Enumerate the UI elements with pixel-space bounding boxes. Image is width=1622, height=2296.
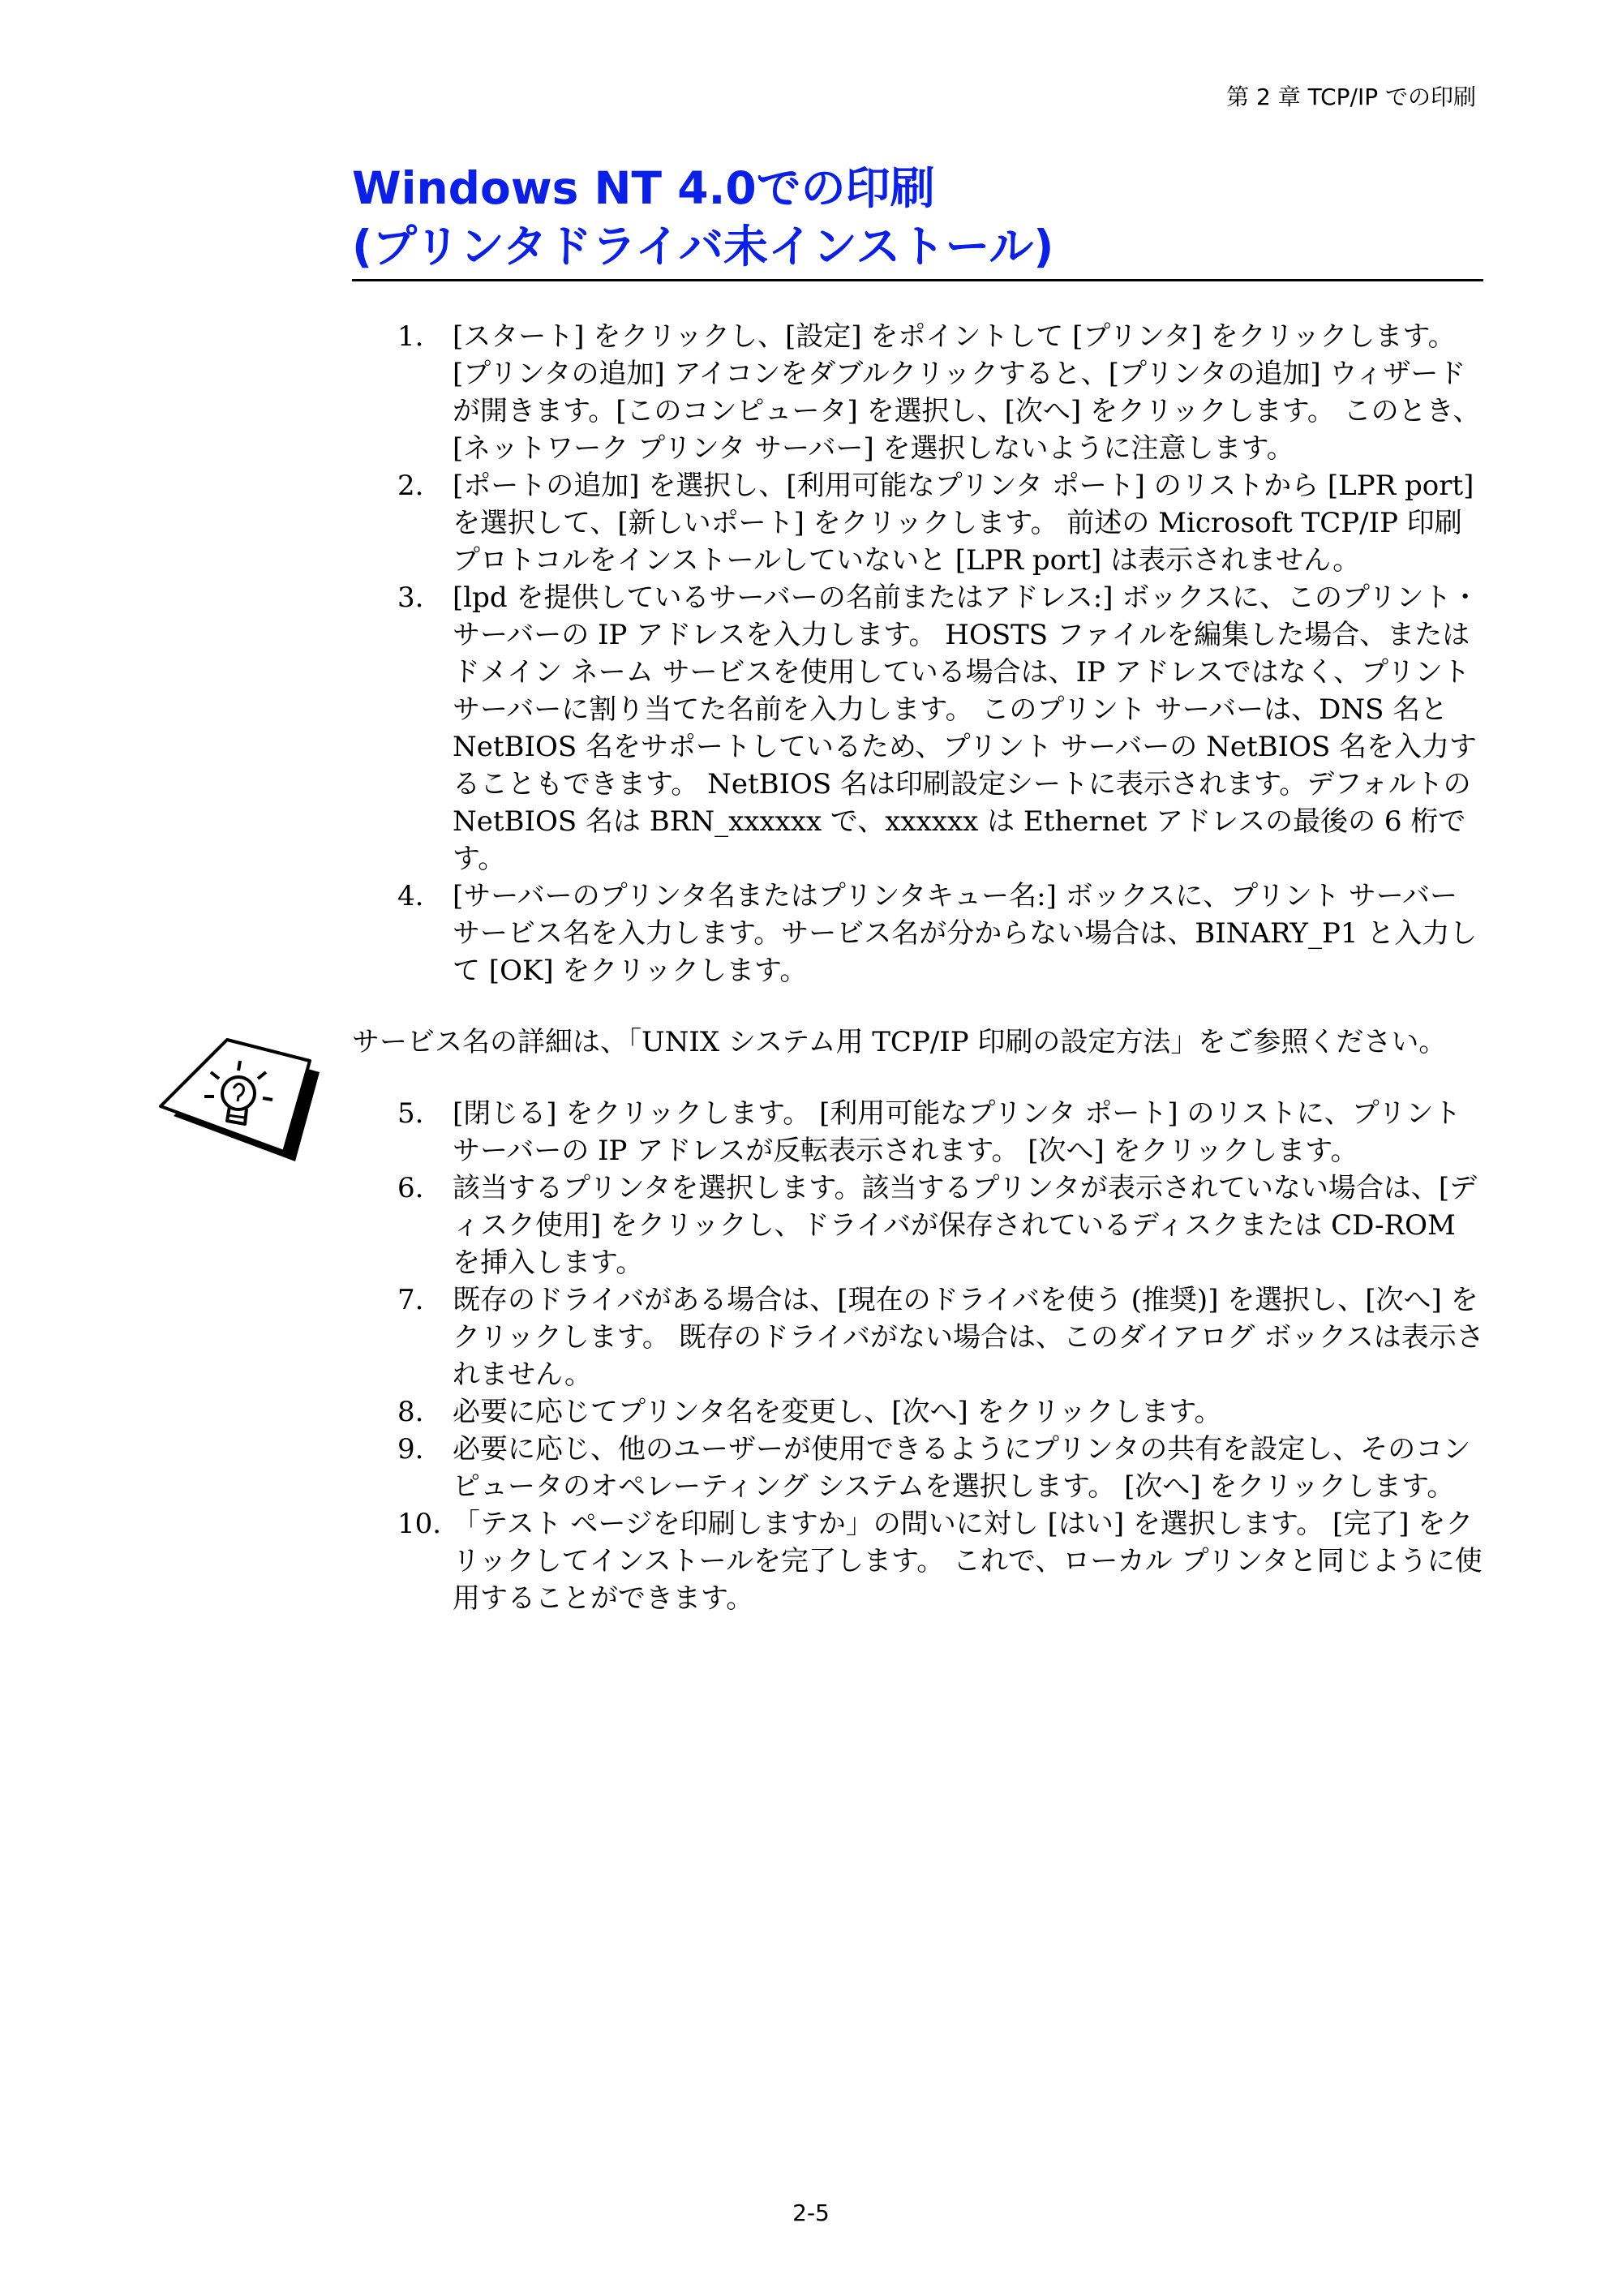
title-line-2: (プリンタドライバ未インストール) <box>352 221 1054 273</box>
step-number: 10. <box>397 1508 442 1540</box>
step-text: [ポートの追加] を選択し、[利用可能なプリンタ ポート] のリストから [LPR port] を選択して、[新しいポート] をクリックします。 前述の Microsoft TCP/IP 印刷プロトコルをインストールしていないと [LPR port] は表示されません。 <box>453 470 1474 577</box>
step-item <box>397 1505 1488 1617</box>
step-number: 1. <box>397 320 424 353</box>
step-item <box>397 1169 1488 1281</box>
step-number: 5. <box>397 1097 424 1130</box>
running-header: 第 2 章 TCP/IP での印刷 <box>1226 84 1476 110</box>
steps-list-part-2 <box>397 1095 1488 1617</box>
step-number: 7. <box>397 1284 424 1316</box>
step-item <box>397 579 1488 878</box>
step-text: [閉じる] をクリックします。 [利用可能なプリンタ ポート] のリストに、プリント サーバーの IP アドレスが反転表示されます。 [次へ] をクリックします。 <box>453 1097 1461 1167</box>
step-item <box>397 1393 1488 1431</box>
step-number: 2. <box>397 470 424 502</box>
step-number: 9. <box>397 1433 424 1466</box>
step-text: 必要に応じ、他のユーザーが使用できるようにプリンタの共有を設定し、そのコンピュータのオペレーティング システムを選択します。 [次へ] をクリックします。 <box>453 1433 1471 1503</box>
note-text: サービス名の詳細は、「UNIX システム用 TCP/IP 印刷の設定方法」をご参照ください。 <box>352 1026 1447 1058</box>
step-item <box>397 1431 1488 1505</box>
lightbulb-note-icon <box>154 1028 324 1165</box>
step-number: 3. <box>397 582 424 614</box>
step-number: 8. <box>397 1396 424 1428</box>
title-line-1: Windows NT 4.0での印刷 <box>352 162 935 214</box>
step-text: [サーバーのプリンタ名またはプリンタキュー名:] ボックスに、プリント サーバー サービス名を入力します。サービス名が分からない場合は、BINARY_P1 と入力して [OK] をクリックします。 <box>453 880 1478 987</box>
step-text: 既存のドライバがある場合は、[現在のドライバを使う (推奨)] を選択し、[次へ] をクリックします。 既存のドライバがない場合は、このダイアログ ボックスは表示されません。 <box>453 1284 1484 1391</box>
step-item <box>397 318 1488 467</box>
steps-list-part-1 <box>397 318 1488 989</box>
step-text: [lpd を提供しているサーバーの名前またはアドレス:] ボックスに、このプリント・サーバーの IP アドレスを入力します。 HOSTS ファイルを編集した場合、またはドメイン ネーム サービスを使用している場合は、IP アドレスではなく、プリント サーバーに割り当てた名前を入力します。 このプリント サーバーは、DNS 名と NetBIOS 名をサポートしているため、プリント サーバーの NetBIOS 名を入力することもできます。 NetBIOS 名は印刷設定シートに表示されます。デフォルトの NetBIOS 名は BRN_xxxxxx で、xxxxxx は Ethernet アドレスの最後の 6 桁です。 <box>453 582 1479 875</box>
step-number: 6. <box>397 1172 424 1204</box>
step-item <box>397 1095 1488 1169</box>
step-item <box>397 1281 1488 1393</box>
page-title <box>352 159 1483 281</box>
step-text: 「テスト ページを印刷しますか」の問いに対し [はい] を選択します。 [完了] をクリックしてインストールを完了します。 これで、ローカル プリンタと同じように使用することができます。 <box>453 1508 1483 1615</box>
step-text: [スタート] をクリックし、[設定] をポイントして [プリンタ] をクリックします。[プリンタの追加] アイコンをダブルクリックすると、[プリンタの追加] ウィザードが開きます。[このコンピュータ] を選択し、[次へ] をクリックします。 このとき、[ネットワーク プリンタ サーバー] を選択しないように注意します。 <box>453 320 1481 465</box>
page-number: 2-5 <box>792 2199 830 2226</box>
step-text: 必要に応じてプリンタ名を変更し、[次へ] をクリックします。 <box>453 1396 1222 1428</box>
step-number: 4. <box>397 880 424 912</box>
step-item <box>397 467 1488 579</box>
step-text: 該当するプリンタを選択します。該当するプリンタが表示されていない場合は、[ディスク使用] をクリックし、ドライバが保存されているディスクまたは CD-ROM を挿入します。 <box>453 1172 1478 1279</box>
step-item <box>397 878 1488 989</box>
